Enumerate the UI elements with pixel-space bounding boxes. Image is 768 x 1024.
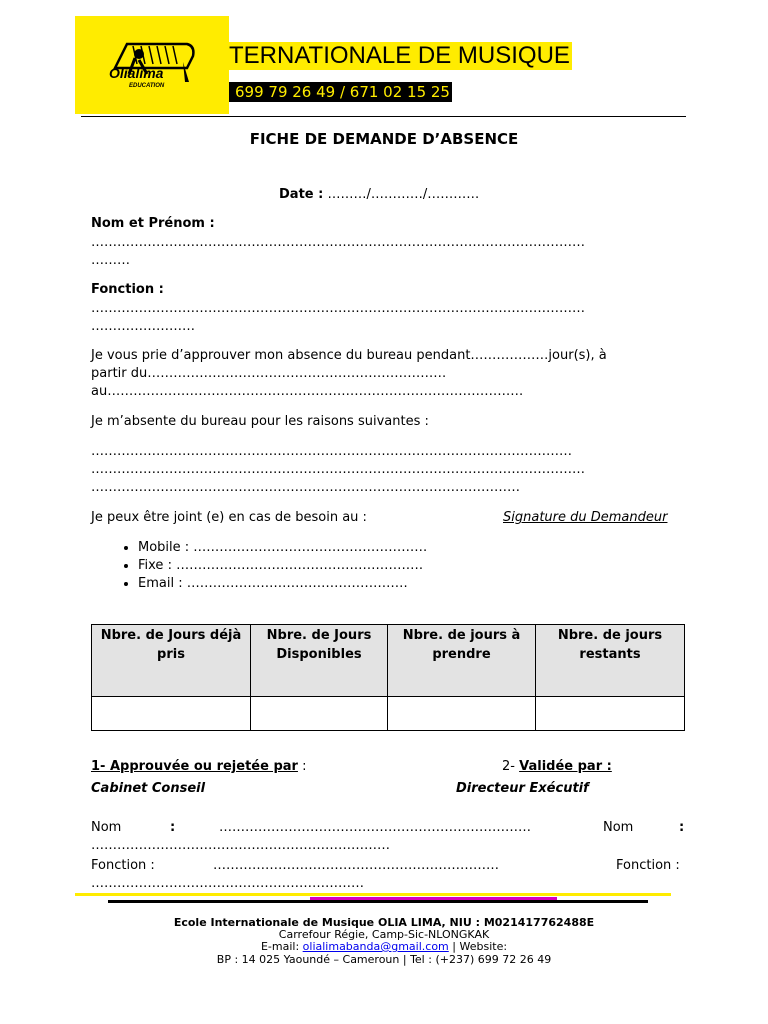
approved-colon: : (302, 759, 307, 774)
validated-label: Validée par : (519, 759, 612, 774)
reasons-line-2: …………………………………………………………………………………………………… (91, 462, 585, 477)
school-title: TERNATIONALE DE MUSIQUE (229, 42, 570, 69)
fonction-label: Fonction : (91, 858, 155, 873)
approved-label: 1- Approuvée ou rejetée par (91, 759, 298, 774)
footer-email-link[interactable]: olialimabanda@gmail.com (302, 940, 449, 953)
header-days-available: Nbre. de Jours Disponibles (251, 625, 388, 697)
date-row (279, 187, 479, 202)
footer-address: Carrefour Régie, Camp-Sic-NLONGKAK (278, 928, 490, 941)
absence-line-3: au…………………………………………………………………………………… (91, 384, 524, 399)
name-line-1: …………………………………………………………………………………………………… (91, 235, 585, 250)
absence-line-2: partir du…………………………………………………………… (91, 366, 447, 381)
logo-name: Olialima (109, 65, 164, 81)
footer-bp-tel: BP : 14 025 Yaoundé – Cameroun | Tel : (+237) 699 72 26 49 (216, 953, 552, 966)
function-line-1: …………………………………………………………………………………………………… (91, 301, 585, 316)
nom-right-colon: : (679, 820, 685, 835)
footer-bar-yellow (75, 893, 671, 896)
function-line-2: …………………… (91, 319, 195, 334)
footer-email-label: E-mail: (260, 940, 300, 953)
date-dots: ………/…………/………… (327, 187, 480, 202)
header-days-remaining: Nbre. de jours restants (536, 625, 685, 697)
approved-row (91, 759, 306, 774)
nom-label: Nom (91, 820, 122, 835)
reasons-label: Je m’absente du bureau pour les raisons suivantes : (91, 414, 429, 429)
fonction-right-label: Fonction : (616, 858, 680, 873)
footer-school: Ecole Internationale de Musique OLIA LIMA, NIU : M021417762488E (173, 916, 595, 929)
document-title: FICHE DE DEMANDE D’ABSENCE (249, 130, 519, 148)
contact-email: • Email : …………………………………………… (138, 575, 427, 593)
contact-label: Je peux être joint (e) en cas de besoin au : (91, 510, 367, 525)
header-days-to-take: Nbre. de jours à prendre (388, 625, 536, 697)
footer-website: | Website: (452, 940, 508, 953)
date-label: Date : (279, 187, 324, 202)
piano-logo-icon (75, 16, 229, 114)
nom-colon: : (170, 820, 176, 835)
school-phone: 699 79 26 49 / 671 02 15 25 (229, 82, 452, 102)
cell-days-available[interactable] (251, 697, 388, 731)
fonction-line-2: ……………………………………………………… (91, 876, 364, 891)
contact-list (92, 539, 427, 593)
table-row (92, 697, 685, 731)
absence-line-1: Je vous prie d’approuver mon absence du bureau pendant………………jour(s), à (91, 348, 607, 363)
contact-fixe: • Fixe : ………………………………………………… (138, 557, 427, 575)
header-divider (81, 116, 686, 117)
director-label: Directeur Exécutif (456, 781, 589, 796)
name-label: Nom et Prénom : (91, 216, 215, 231)
cell-days-taken[interactable] (92, 697, 251, 731)
reasons-line-1: ………………………………………………………………………………………………… (91, 444, 572, 459)
cell-days-remaining[interactable] (536, 697, 685, 731)
footer-contact (0, 941, 768, 954)
nom-line-2: …………………………………………………………… (91, 838, 390, 853)
footer-bar-black (108, 900, 648, 903)
fonction-dots: ………………………………………………………… (213, 858, 499, 873)
header-days-taken: Nbre. de Jours déjà pris (92, 625, 251, 697)
validated-prefix: 2- (502, 759, 515, 774)
signature-label: Signature du Demandeur (503, 510, 668, 525)
nom-dots: ……………………………………………………………… (219, 820, 531, 835)
days-table (91, 624, 685, 731)
logo-sub: EDUCATION (129, 83, 165, 89)
table-header-row (92, 625, 685, 697)
name-line-2: ……… (91, 253, 130, 268)
function-label: Fonction : (91, 282, 164, 297)
nom-right-label: Nom (603, 820, 634, 835)
reasons-line-3: ……………………………………………………………………………………… (91, 480, 520, 495)
cell-days-to-take[interactable] (388, 697, 536, 731)
contact-mobile: • Mobile : ……………………………………………… (138, 539, 427, 557)
logo-block (75, 16, 229, 114)
cabinet-label: Cabinet Conseil (91, 781, 206, 796)
validated-row (502, 759, 612, 774)
